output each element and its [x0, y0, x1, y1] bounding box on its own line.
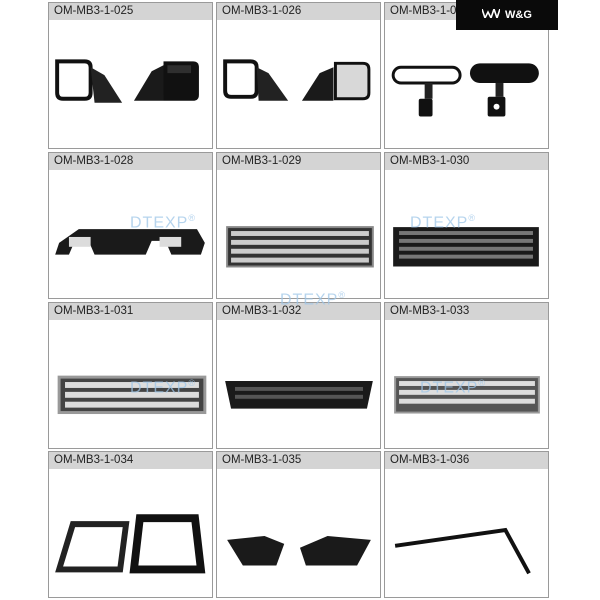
product-card[interactable]	[48, 451, 213, 598]
product-grid	[48, 2, 550, 598]
wg-logo-icon	[482, 9, 500, 21]
watermark: DTEXP®	[410, 213, 476, 232]
product-image	[385, 20, 548, 148]
product-image	[217, 170, 380, 298]
watermark: DTEXP®	[130, 378, 196, 397]
product-card[interactable]	[48, 302, 213, 449]
product-card[interactable]	[216, 2, 381, 149]
brand-badge	[456, 0, 558, 30]
product-image	[49, 469, 212, 597]
product-image	[49, 170, 212, 298]
product-image	[217, 320, 380, 448]
product-card[interactable]	[216, 451, 381, 598]
product-image	[385, 320, 548, 448]
product-code: OM-MB3-1-032	[217, 303, 380, 320]
product-image	[217, 469, 380, 597]
product-code: OM-MB3-1-0	[385, 3, 548, 20]
watermark: DTEXP®	[420, 378, 486, 397]
product-code: OM-MB3-1-036	[385, 452, 548, 469]
product-code: OM-MB3-1-026	[217, 3, 380, 20]
product-card[interactable]	[384, 451, 549, 598]
product-card[interactable]	[216, 302, 381, 449]
brand-name: W&G	[505, 9, 532, 21]
product-card[interactable]	[216, 152, 381, 299]
product-card[interactable]	[384, 152, 549, 299]
product-code: OM-MB3-1-028	[49, 153, 212, 170]
watermark: DTEXP®	[130, 213, 196, 232]
product-code: OM-MB3-1-035	[217, 452, 380, 469]
product-code: OM-MB3-1-029	[217, 153, 380, 170]
product-image	[217, 20, 380, 148]
product-image	[49, 320, 212, 448]
watermark: DTEXP®	[280, 290, 346, 309]
product-code: OM-MB3-1-031	[49, 303, 212, 320]
product-code: OM-MB3-1-030	[385, 153, 548, 170]
product-card[interactable]	[48, 152, 213, 299]
product-card[interactable]	[384, 302, 549, 449]
product-code: OM-MB3-1-025	[49, 3, 212, 20]
product-card[interactable]	[48, 2, 213, 149]
product-image	[385, 469, 548, 597]
product-image	[385, 170, 548, 298]
product-image	[49, 20, 212, 148]
product-code: OM-MB3-1-034	[49, 452, 212, 469]
product-code: OM-MB3-1-033	[385, 303, 548, 320]
